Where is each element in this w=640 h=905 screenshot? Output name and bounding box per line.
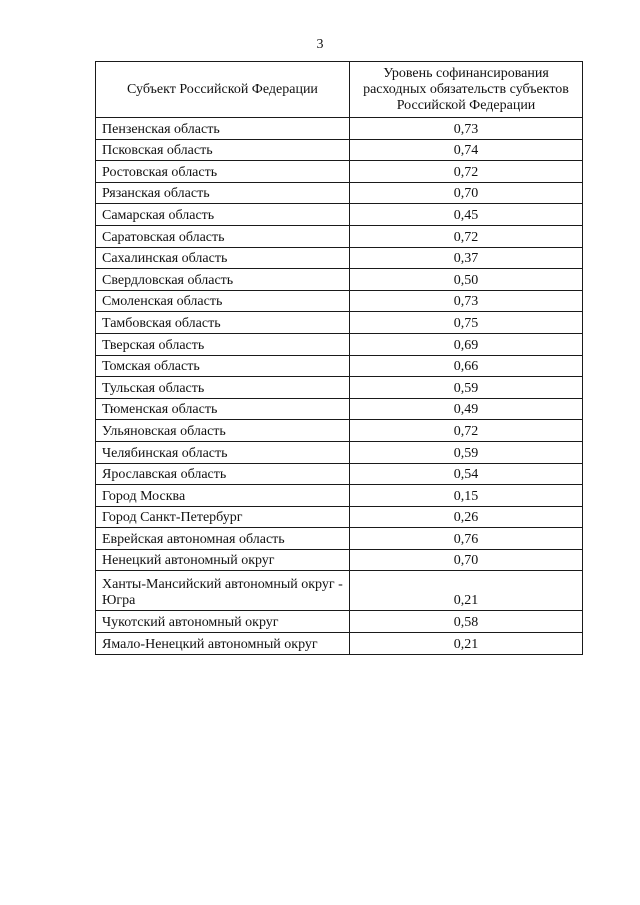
- subject-cell: Город Москва: [96, 485, 350, 507]
- subject-cell: Еврейская автономная область: [96, 528, 350, 550]
- value-cell: 0,21: [350, 633, 583, 655]
- value-cell: 0,72: [350, 420, 583, 442]
- header-subject: Субъект Российской Федерации: [96, 62, 350, 118]
- value-cell: 0,72: [350, 161, 583, 183]
- subject-cell: Тверская область: [96, 333, 350, 355]
- subject-cell: Ханты-Мансийский автономный округ - Югра: [96, 571, 350, 611]
- subject-cell: Ямало-Ненецкий автономный округ: [96, 633, 350, 655]
- table-row: [96, 139, 583, 161]
- subject-cell: Свердловская область: [96, 269, 350, 291]
- value-cell: 0,21: [350, 571, 583, 611]
- subject-cell: Томская область: [96, 355, 350, 377]
- subject-cell: Пензенская область: [96, 118, 350, 140]
- value-cell: 0,50: [350, 269, 583, 291]
- table-row: [96, 420, 583, 442]
- subject-cell: Псковская область: [96, 139, 350, 161]
- subject-cell: Ростовская область: [96, 161, 350, 183]
- value-cell: 0,54: [350, 463, 583, 485]
- table-row: [96, 118, 583, 140]
- table-row: [96, 290, 583, 312]
- table-row: [96, 247, 583, 269]
- value-cell: 0,75: [350, 312, 583, 334]
- value-cell: 0,26: [350, 506, 583, 528]
- value-cell: 0,37: [350, 247, 583, 269]
- value-cell: 0,74: [350, 139, 583, 161]
- table-row: [96, 333, 583, 355]
- subject-cell: Челябинская область: [96, 441, 350, 463]
- table-row: [96, 611, 583, 633]
- cofinancing-table: [95, 61, 583, 655]
- table-row: [96, 485, 583, 507]
- header-cofinancing-level: Уровень софинансирования расходных обязательств субъектов Российской Федерации: [350, 62, 583, 118]
- table-row: [96, 182, 583, 204]
- page-number: 3: [316, 37, 324, 52]
- header-row: [96, 62, 583, 118]
- table-row: [96, 161, 583, 183]
- table-row: [96, 549, 583, 571]
- subject-cell: Ульяновская область: [96, 420, 350, 442]
- table-row: [96, 506, 583, 528]
- subject-cell: Ярославская область: [96, 463, 350, 485]
- table-row: [96, 204, 583, 226]
- value-cell: 0,73: [350, 290, 583, 312]
- table-row: [96, 633, 583, 655]
- value-cell: 0,58: [350, 611, 583, 633]
- table-header: [96, 62, 583, 118]
- value-cell: 0,70: [350, 182, 583, 204]
- value-cell: 0,66: [350, 355, 583, 377]
- table-row: [96, 571, 583, 611]
- subject-cell: Самарская область: [96, 204, 350, 226]
- subject-cell: Город Санкт-Петербург: [96, 506, 350, 528]
- table-row: [96, 225, 583, 247]
- subject-cell: Сахалинская область: [96, 247, 350, 269]
- table-row: [96, 528, 583, 550]
- value-cell: 0,45: [350, 204, 583, 226]
- value-cell: 0,70: [350, 549, 583, 571]
- subject-cell: Тюменская область: [96, 398, 350, 420]
- table-row: [96, 463, 583, 485]
- value-cell: 0,73: [350, 118, 583, 140]
- value-cell: 0,76: [350, 528, 583, 550]
- subject-cell: Чукотский автономный округ: [96, 611, 350, 633]
- value-cell: 0,15: [350, 485, 583, 507]
- subject-cell: Тамбовская область: [96, 312, 350, 334]
- table-row: [96, 312, 583, 334]
- value-cell: 0,69: [350, 333, 583, 355]
- table-row: [96, 355, 583, 377]
- value-cell: 0,49: [350, 398, 583, 420]
- table-row: [96, 377, 583, 399]
- subject-cell: Саратовская область: [96, 225, 350, 247]
- value-cell: 0,72: [350, 225, 583, 247]
- subject-cell: Рязанская область: [96, 182, 350, 204]
- table-row: [96, 441, 583, 463]
- subject-cell: Смоленская область: [96, 290, 350, 312]
- table-row: [96, 269, 583, 291]
- value-cell: 0,59: [350, 441, 583, 463]
- value-cell: 0,59: [350, 377, 583, 399]
- table-row: [96, 398, 583, 420]
- table-body: [96, 118, 583, 655]
- subject-cell: Ненецкий автономный округ: [96, 549, 350, 571]
- subject-cell: Тульская область: [96, 377, 350, 399]
